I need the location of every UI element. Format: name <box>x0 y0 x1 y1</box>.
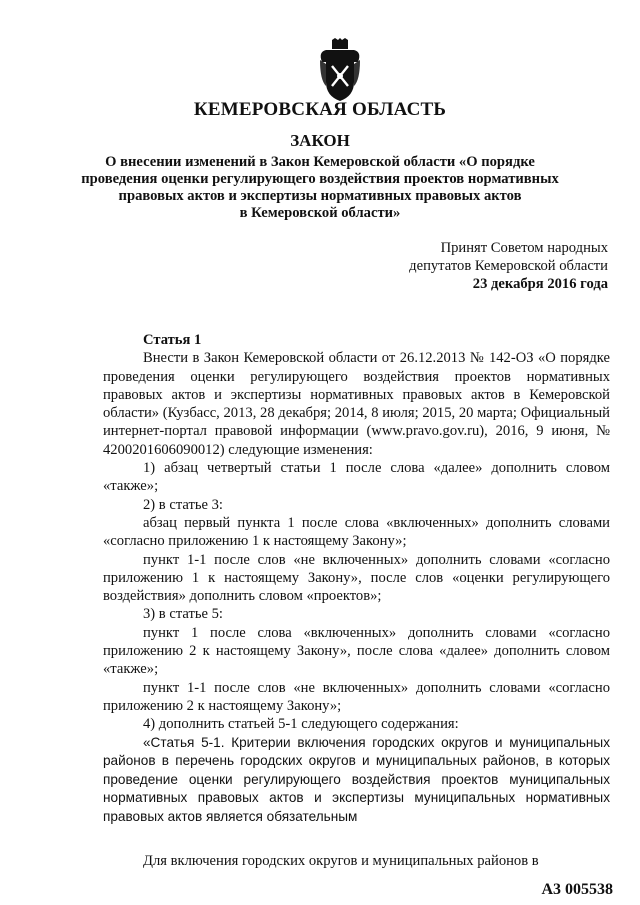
adoption-date: 23 декабря 2016 года <box>472 276 608 292</box>
law-body <box>103 331 610 870</box>
law-title-line: О внесении изменений в Закон Кемеровской области «О порядке <box>105 154 535 170</box>
adoption-line: депутатов Кемеровской области <box>409 258 608 274</box>
adoption-line: Принят Советом народных <box>440 240 608 256</box>
body-paragraph: пункт 1-1 после слов «не включенных» дополнить словами «согласно приложению 1 к настоящему Закону», после слов «оценки регулирующего воздействия» дополнить словом «проектов»; <box>103 551 610 605</box>
body-paragraph: Внести в Закон Кемеровской области от 26.12.2013 № 142-ОЗ «О порядке проведения оценки регулирующего воздействия проектов нормативных правовых актов и экспертизы нормативных правовых актов в Кемеровской области» (Кузбасс, 2013, 28 декабря; 2014, 8 июля; 2015, 20 марта; Официальный интернет-портал правовой информации (www.pravo.gov.ru), 2016, 9 июня, № 4200201606090012) следующие изменения: <box>103 350 610 458</box>
body-paragraph: пункт 1-1 после слов «не включенных» дополнить словами «согласно приложению 2 к настоящему Закону»; <box>103 679 610 714</box>
region-name: КЕМЕРОВСКАЯ ОБЛАСТЬ <box>193 99 447 120</box>
document-type: ЗАКОН <box>290 131 350 150</box>
serial-number-stamp: А3 005538 <box>541 881 613 898</box>
body-paragraph: 4) дополнить статьей 5-1 следующего содержания: <box>143 716 459 733</box>
coat-of-arms-icon <box>318 38 362 104</box>
body-paragraph: пункт 1 после слова «включенных» дополнить словами «согласно приложению 2 к настоящему Закону», после слова «далее» дополнить словом «также»; <box>103 624 610 678</box>
law-title-line: в Кемеровской области» <box>239 205 401 221</box>
law-title <box>0 154 640 222</box>
article-heading: Статья 1 <box>143 332 202 348</box>
body-paragraph-continued: Для включения городских округов и муниципальных районов в <box>143 852 539 869</box>
body-paragraph: 3) в статье 5: <box>143 606 223 623</box>
body-paragraph: абзац первый пункта 1 после слова «включенных» дополнить словами «согласно приложению 1 к настоящему Закону»; <box>103 514 610 550</box>
law-title-line: правовых актов и экспертизы нормативных правовых актов <box>118 188 522 204</box>
body-paragraph: 2) в статье 3: <box>143 496 223 513</box>
quoted-article: «Статья 5-1. Критерии включения городских округов и муниципальных районов в перечень городских округов и муниципальных районов, в которых проведение оценки регулирующего воздействия проектов муниципальных нормативных правовых актов и экспертизы муниципальных нормативных правовых актов является обязательным <box>103 734 610 824</box>
law-title-line: проведения оценки регулирующего воздействия проектов нормативных <box>81 171 559 187</box>
adoption-block <box>409 239 608 293</box>
body-paragraph: 1) абзац четвертый статьи 1 после слова «далее» дополнить словом «также»; <box>103 460 610 495</box>
